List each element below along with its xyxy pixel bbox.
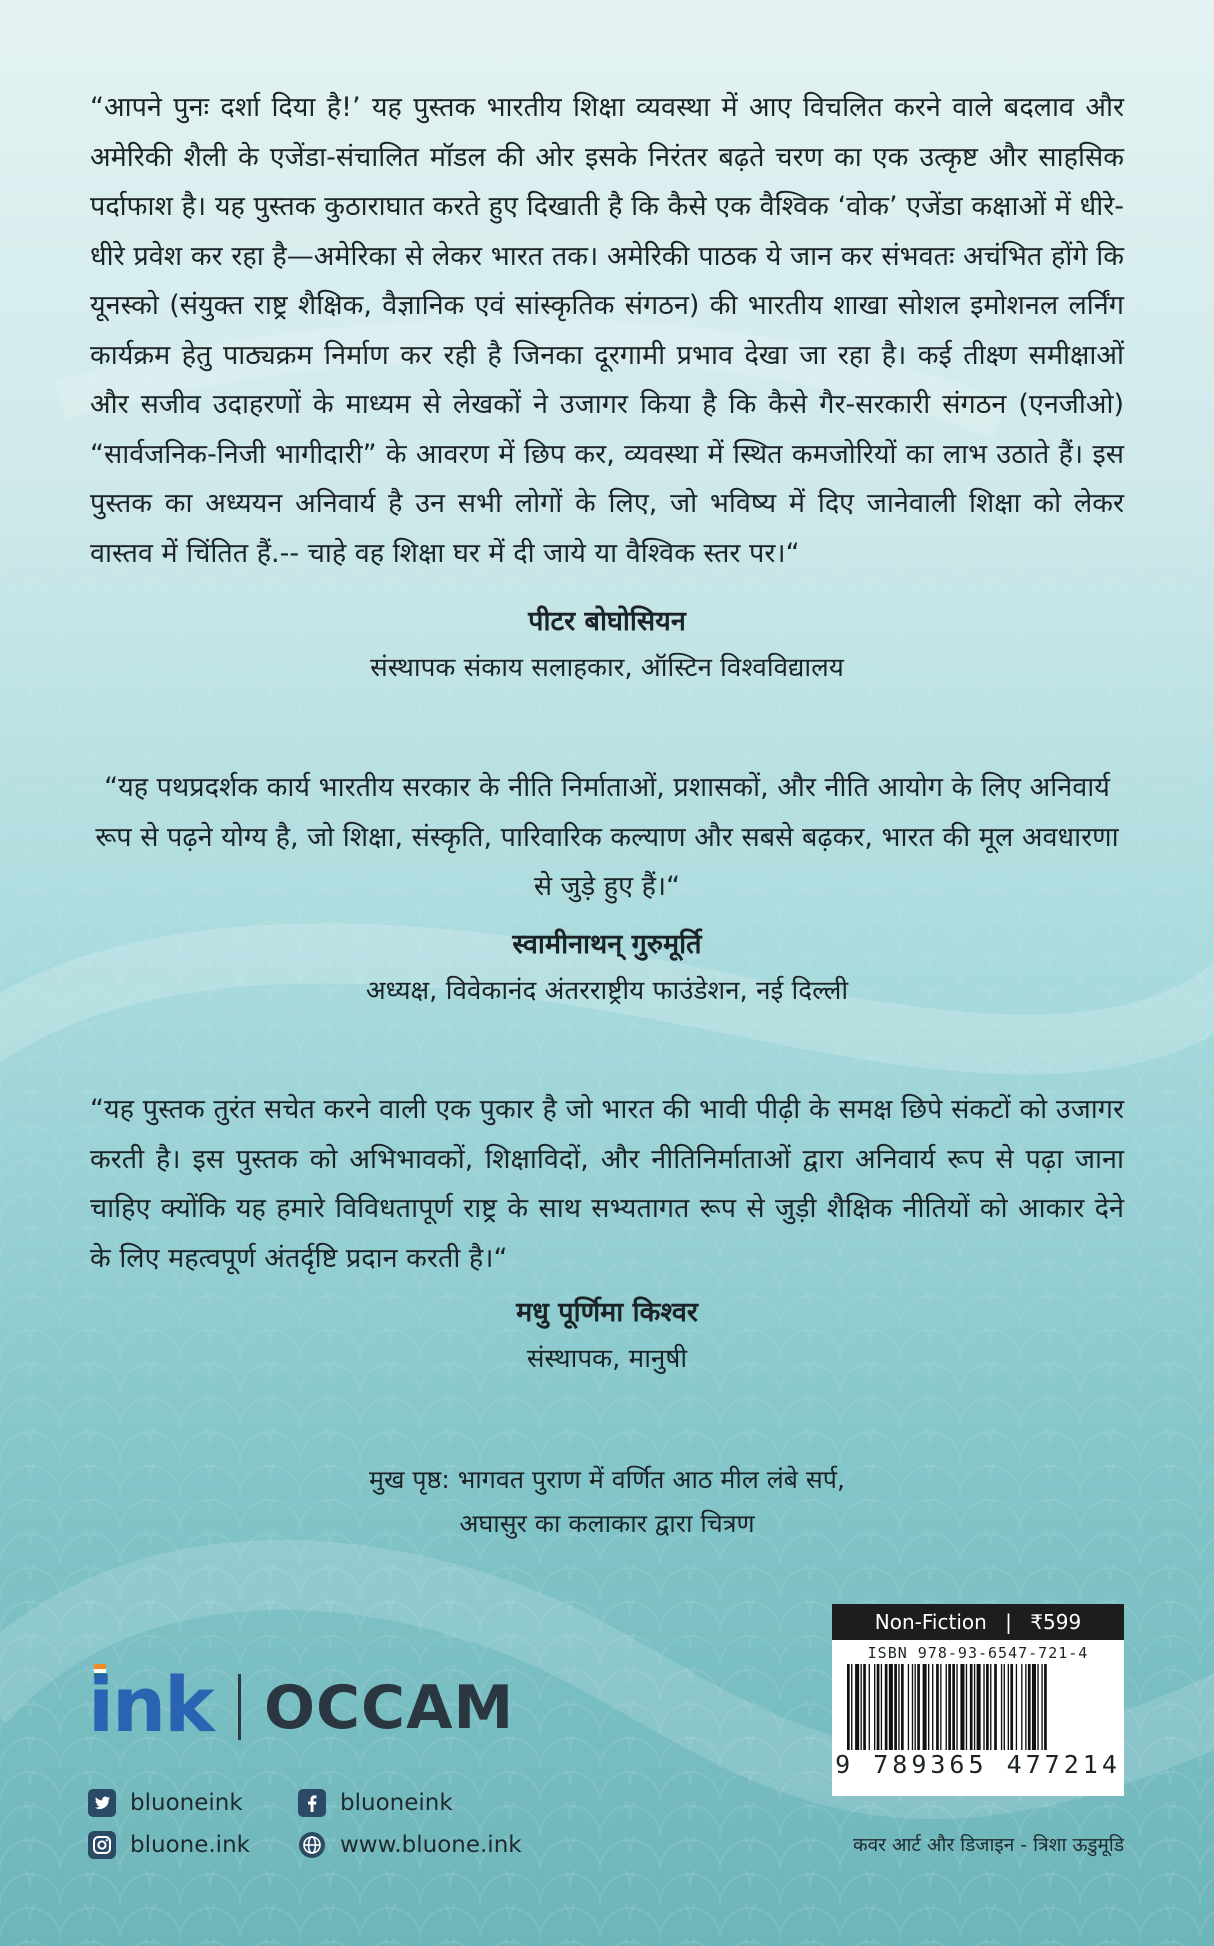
barcode-bar (912, 1664, 913, 1750)
quote-2-text: “यह पथप्रदर्शक कार्य भारतीय सरकार के नीति निर्माताओं, प्रशासकों, और नीति आयोग के लिए अनिवार्य रूप से पढ़ने योग्य है, जो शिक्षा, संस्कृति, पारिवारिक कल्याण और सबसे बढ़कर, भारत की मूल अवधारणा से जुड़े हुए हैं।“ (95, 772, 1119, 902)
barcode-bar (1016, 1664, 1017, 1750)
quote-3-author-role: संस्थापक, मानुषी (526, 1344, 688, 1374)
barcode-bar (877, 1664, 880, 1750)
barcode-bar (952, 1664, 955, 1750)
barcode-bar (1010, 1664, 1013, 1750)
barcode-bar (1004, 1664, 1005, 1750)
cover-design-credit: कवर आर्ट और डिजाइन - त्रिशा ऊडुमूडि (853, 1834, 1124, 1856)
isbn-digits: 9 789365 477214 (835, 1750, 1121, 1779)
quote-1-author-role: संस्थापक संकाय सलाहकार, ऑस्टिन विश्वविद्यालय (370, 653, 844, 683)
quote-2-author-role: अध्यक्ष, विवेकानंद अंतरराष्ट्रीय फाउंडेशन, नई दिल्ली (365, 976, 849, 1006)
barcode-bar (936, 1664, 939, 1750)
category-price-bar (832, 1604, 1124, 1640)
barcode-bar (946, 1664, 947, 1750)
barcode-bar (869, 1664, 870, 1750)
barcode-bar (874, 1664, 875, 1750)
barcode-bar (1008, 1664, 1009, 1750)
cover-credit-line-1: मुख पृष्ठ: भागवत पुराण में वर्णित आठ मील लंबे सर्प, (369, 1465, 845, 1494)
instagram-handle: bluone.ink (130, 1832, 250, 1858)
barcode-bar (994, 1664, 997, 1750)
barcode-bar (1028, 1664, 1031, 1750)
barcode (843, 1664, 1113, 1750)
barcode-bar (855, 1664, 859, 1750)
barcode-bar (901, 1664, 904, 1750)
barcode-bar (885, 1664, 888, 1750)
quote-1-attribution (0, 602, 1214, 688)
quote-1-text: “आपने पुनः दर्शा दिया है!’ यह पुस्तक भारतीय शिक्षा व्यवस्था में आए विचलित करने वाले बदलाव और अमेरिकी शैली के एजेंडा-संचालित मॉडल की ओर इसके निरंतर बढ़ते चरण का एक उत्कृष्ट और साहसिक पर्दाफाश है। यह पुस्तक कुठाराघात करते हुए दिखाती है कि कैसे एक वैश्विक ‘वोक’ एजेंडा कक्षाओं में धीरे-धीरे प्रवेश कर रहा है—अमेरिका से लेकर भारत तक। अमेरिकी पाठक ये जान कर संभवतः अचंभित होंगे कि यूनस्को (संयुक्त राष्ट्र शैक्षिक, वैज्ञानिक एवं सांस्कृतिक संगठन) की भारतीय शाखा सोशल इमोशनल लर्निंग कार्यक्रम हेतु पाठ्यक्रम निर्माण कर रही है जिनका दूरगामी प्रभाव देखा जा रहा है। कई तीक्ष्ण समीक्षाओं और सजीव उदाहरणों के माध्यम से लेखकों ने उजागर किया है कि कैसे गैर-सरकारी संगठन (एनजीओ) “सार्वजनिक-निजी भागीदारी” के आवरण में छिप कर, व्यवस्था में स्थित कमजोरियों का लाभ उठाते हैं। इस पुस्तक का अध्ययन अनिवार्य है उन सभी लोगों के लिए, जो भविष्य में दिए जानेवाली शिक्षा को लेकर वास्तव में चिंतित हैं.-- चाहे वह शिक्षा घर में दी जाये या वैश्विक स्तर पर।“ (90, 92, 1124, 569)
price-label: ₹599 (1030, 1610, 1082, 1634)
barcode-bar (1041, 1664, 1042, 1750)
barcode-bar (861, 1664, 862, 1750)
barcode-bar (990, 1664, 991, 1750)
facebook-icon (298, 1789, 326, 1817)
barcode-bar (1001, 1664, 1002, 1750)
barcode-bar (1032, 1664, 1036, 1750)
isbn-label: ISBN 978-93-6547-721-4 (867, 1644, 1089, 1662)
barcode-bar (1021, 1664, 1022, 1750)
price-separator: | (1005, 1610, 1012, 1634)
barcode-bar (977, 1664, 981, 1750)
barcode-bar (940, 1664, 941, 1750)
barcode-bar (932, 1664, 933, 1750)
twitter-icon (88, 1789, 116, 1817)
barcode-bar (863, 1664, 866, 1750)
website-url: www.bluone.ink (340, 1832, 522, 1858)
barcode-bar (889, 1664, 893, 1750)
barcode-bar (851, 1664, 852, 1750)
twitter-handle: bluoneink (130, 1790, 243, 1816)
social-facebook (298, 1788, 453, 1818)
cover-image-credit (0, 1458, 1214, 1546)
barcode-bar (970, 1664, 973, 1750)
social-instagram (88, 1830, 250, 1860)
barcode-bar (960, 1664, 964, 1750)
genre-label: Non-Fiction (874, 1610, 987, 1634)
barcode-bar (894, 1664, 897, 1750)
barcode-bar (1025, 1664, 1026, 1750)
barcode-bar (948, 1664, 951, 1750)
barcode-bar (1037, 1664, 1038, 1750)
barcode-bar (847, 1664, 850, 1750)
cover-credit-line-2: अघासुर का कलाकार द्वारा चित्रण (459, 1509, 755, 1538)
barcode-bar (923, 1664, 927, 1750)
barcode-bar (956, 1664, 957, 1750)
occam-logo-text: OCCAM (264, 1673, 515, 1743)
quote-2-author: स्वामीनाथन् गुरुमूर्ति (512, 929, 702, 960)
quote-3-author: मधु पूर्णिमा किश्वर (516, 1297, 698, 1328)
barcode-bar (983, 1664, 984, 1750)
social-website (298, 1830, 522, 1860)
isbn-price-box (832, 1604, 1124, 1796)
publisher-logo (88, 1660, 515, 1750)
quote-2-attribution (0, 925, 1214, 1011)
barcode-bar (1044, 1664, 1047, 1750)
barcode-bar (928, 1664, 929, 1750)
quote-1-author: पीटर बोघोसियन (528, 606, 686, 637)
globe-icon (298, 1831, 326, 1859)
barcode-bar (908, 1664, 909, 1750)
quote-3-text: “यह पुस्तक तुरंत सचेत करने वाली एक पुकार है जो भारत की भावी पीढ़ी के समक्ष छिपे संकटों को उजागर करती है। इस पुस्तक को अभिभावकों, शिक्षाविदों, और नीतिनिर्माताओं द्वारा अनिवार्य रूप से पढ़ा जाना चाहिए क्योंकि यह हमारे विविधतापूर्ण राष्ट्र के साथ सभ्यतागत रूप से जुड़ी शैक्षिक नीतियों को आकार देने के लिए महत्वपूर्ण अंतर्दृष्टि प्रदान करती है।“ (90, 1094, 1124, 1274)
logo-divider (238, 1674, 241, 1740)
instagram-icon (88, 1831, 116, 1859)
ink-logo-text: ink (88, 1660, 213, 1749)
barcode-bar (881, 1664, 882, 1750)
facebook-handle: bluoneink (340, 1790, 453, 1816)
barcode-bar (966, 1664, 967, 1750)
barcode-bar (986, 1664, 989, 1750)
barcode-bar (974, 1664, 975, 1750)
quote-3-attribution (0, 1293, 1214, 1379)
barcode-bar (917, 1664, 920, 1750)
barcode-bar (898, 1664, 899, 1750)
social-twitter (88, 1788, 243, 1818)
barcode-bar (915, 1664, 916, 1750)
